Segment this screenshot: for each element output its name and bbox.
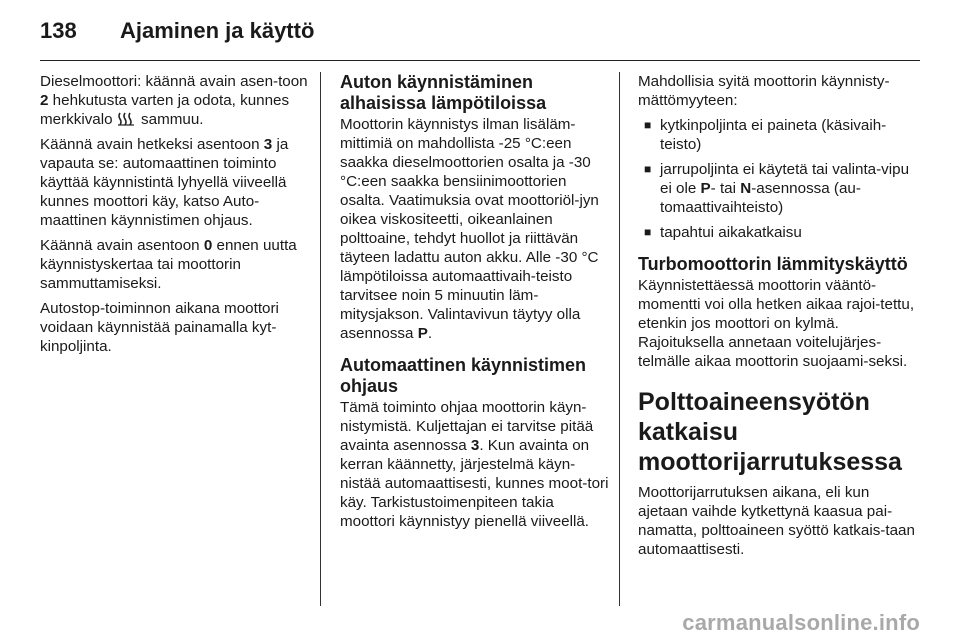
paragraph: Autostop-toiminnon aikana moottori voidaan käynnistää painamalla kyt-kinpoljinta.: [40, 300, 279, 355]
section-heading: Automaattinen käynnistimen ohjaus: [340, 355, 587, 396]
bullet-list: [638, 116, 918, 242]
column-right: [638, 72, 918, 565]
page-header: [40, 12, 920, 61]
paragraph: Käännä avain asentoon 0 ennen uutta käynnistyskertaa tai moottorin sammuttamiseksi.: [40, 237, 297, 292]
list-item: ■ kytkinpoljinta ei paineta (käsivaih-teisto): [644, 117, 887, 153]
paragraph: Dieselmoottori: käännä avain asen-toon 2 hehkutusta varten ja odota, kunnes merkkivalo sammuu.: [40, 73, 308, 128]
bullet-icon: ■: [644, 225, 652, 239]
bullet-icon: ■: [644, 162, 652, 176]
page-number: 138: [40, 18, 77, 43]
bullet-icon: ■: [644, 118, 652, 132]
watermark: carmanualsonline.info: [682, 610, 920, 635]
column-divider: [320, 72, 321, 606]
paragraph: Moottorin käynnistys ilman lisäläm-mittimiä on mahdollista -25 °C:een saakka dieselmoottorien osalta ja -30 °C:een saakka bensiinimoottorien osalta. Vaatimuksia ovat moottoriöl-jyn oikea viskositeetti, oikeanlainen polttoaine, tehdyt huollot ja riittävän täyteen ladattu auton akku. Alle -30 °C lämpötiloissa automaattivaih-teisto tarvitsee noin 5 minuutin läm-mitysjakson. Valintavivun täytyy olla asennossa P.: [340, 116, 599, 342]
paragraph: Käynnistettäessä moottorin vääntö-momentti voi olla hetken aikaa rajoi-tettu, etenkin jos moottori on kylmä. Rajoituksella annetaan voitelujärjes-telmälle aikaa moottorin suojaami-seksi.: [638, 277, 915, 370]
list-item: ■ tapahtui aikakatkaisu: [644, 224, 802, 241]
section-heading: Auton käynnistäminen alhaisissa lämpötiloissa: [340, 72, 547, 113]
list-item: ■ jarrupoljinta ei käytetä tai valinta-vipu ei ole P- tai N-asennossa (au-tomaattivaihteisto): [644, 161, 910, 216]
paragraph: Käännä avain hetkeksi asentoon 3 ja vapauta se: automaattinen toiminto käyttää käynnistintä lyhyellä viiveellä kunnes moottori käy, katso Auto-maattinen käynnistimen ohjaus.: [40, 136, 289, 229]
column-middle: [340, 72, 610, 537]
section-heading: Turbomoottorin lämmityskäyttö: [638, 254, 908, 274]
column-left: [40, 72, 310, 362]
paragraph: Tämä toiminto ohjaa moottorin käyn-nistymistä. Kuljettajan ei tarvitse pitää avainta asennossa 3. Kun avainta on kerran käännetty, järjestelmä käyn-nistää automaattisesti, kunnes moot-tori käy. Tarkistustoimenpiteen takia moottori käynnistyy pienellä viiveellä.: [340, 399, 609, 530]
glow-plug-icon: [117, 112, 137, 126]
paragraph: Moottorijarrutuksen aikana, eli kun ajetaan vaihde kytkettynä kaasua pai-namatta, polttoaineen syöttö katkais-taan automaattisesti.: [638, 484, 915, 558]
paragraph: Mahdollisia syitä moottorin käynnisty-mättömyyteen:: [638, 73, 890, 109]
chapter-heading: Polttoaineensyötön katkaisu moottorijarrutuksessa: [638, 388, 902, 476]
column-divider: [619, 72, 620, 606]
page-title: Ajaminen ja käyttö: [120, 18, 315, 43]
